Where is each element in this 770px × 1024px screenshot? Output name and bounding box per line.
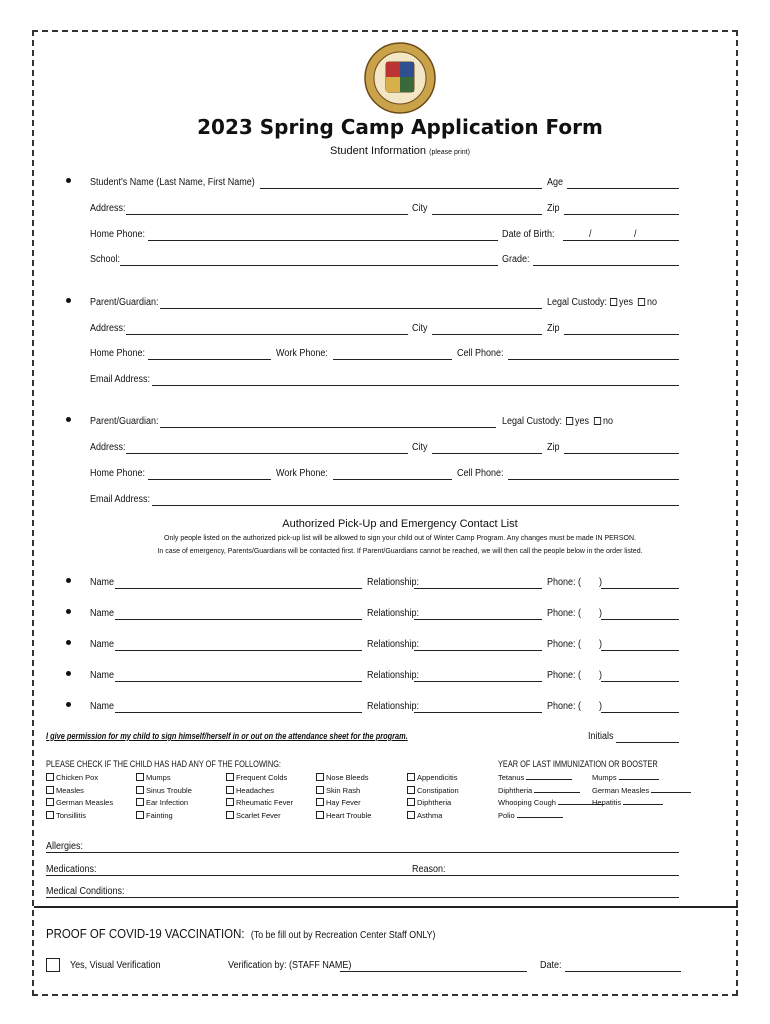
condition-item[interactable]: Tonsillitis	[46, 811, 86, 820]
guardian1-custody-no-checkbox[interactable]	[638, 298, 645, 306]
condition-checkbox[interactable]	[226, 773, 234, 781]
covid-verification-row: Yes, Visual Verification Verification by: (STAFF NAME) Date:	[0, 958, 770, 974]
bullet	[66, 671, 71, 676]
pickup-contact-row: Name Relationship: Phone: ( )	[0, 699, 770, 715]
condition-item[interactable]: Hay Fever	[316, 798, 361, 807]
condition-item[interactable]: Heart Trouble	[316, 811, 371, 820]
guardian1-cell-phone-field[interactable]	[508, 359, 679, 360]
guardian2-phones-row: Home Phone: Work Phone: Cell Phone:	[0, 466, 770, 482]
condition-item[interactable]: Mumps	[136, 773, 171, 782]
guardian1-address-field[interactable]	[126, 334, 408, 335]
guardian2-email-row: Email Address:	[0, 492, 770, 508]
condition-checkbox[interactable]	[407, 811, 415, 819]
condition-item[interactable]: Chicken Pox	[46, 773, 98, 782]
student-name-field[interactable]	[260, 188, 542, 189]
guardian2-email-field[interactable]	[152, 505, 679, 506]
immunization-item: Polio	[498, 811, 563, 820]
guardian2-cell-phone-field[interactable]	[508, 479, 679, 480]
pickup-contact-row: Name Relationship: Phone: ( )	[0, 575, 770, 591]
pickup-phone-field[interactable]	[601, 588, 679, 589]
immunization-year-field[interactable]	[623, 804, 663, 805]
guardian1-name-field[interactable]	[160, 308, 542, 309]
condition-checkbox[interactable]	[46, 773, 54, 781]
date-of-birth-field[interactable]	[563, 240, 679, 241]
guardian2-city-field[interactable]	[432, 453, 542, 454]
covid-heading: PROOF OF COVID-19 VACCINATION: (To be fill out by Recreation Center Staff ONLY)	[46, 926, 436, 941]
pickup-name-field[interactable]	[115, 588, 362, 589]
bullet	[66, 702, 71, 707]
pickup-relationship-field[interactable]	[414, 681, 542, 682]
bullet	[66, 178, 71, 183]
guardian2-row: Parent/Guardian: Legal Custody: yes no	[0, 414, 770, 430]
pickup-name-field[interactable]	[115, 681, 362, 682]
condition-item[interactable]: Appendicitis	[407, 773, 457, 782]
guardian1-row: Parent/Guardian: Legal Custody: yes no	[0, 295, 770, 311]
condition-checkbox[interactable]	[316, 811, 324, 819]
immunization-year-field[interactable]	[526, 779, 572, 780]
condition-item[interactable]: Fainting	[136, 811, 173, 820]
condition-item[interactable]: Ear Infection	[136, 798, 188, 807]
guardian1-custody-yes-checkbox[interactable]	[610, 298, 617, 306]
student-name-row: Student's Name (Last Name, First Name) Age	[0, 175, 770, 191]
pickup-relationship-field[interactable]	[414, 712, 542, 713]
pickup-phone-field[interactable]	[601, 712, 679, 713]
guardian2-custody-yes-checkbox[interactable]	[566, 417, 573, 425]
immunization-item: Mumps	[592, 773, 659, 782]
section-divider	[34, 906, 738, 908]
form-title: 2023 Spring Camp Application Form	[197, 115, 603, 139]
condition-checkbox[interactable]	[46, 798, 54, 806]
immunization-item: German Measles	[592, 786, 691, 795]
pickup-name-field[interactable]	[115, 619, 362, 620]
medications-row: Medications: Reason:	[0, 862, 770, 878]
condition-checkbox[interactable]	[136, 811, 144, 819]
condition-item[interactable]: Sinus Trouble	[136, 786, 192, 795]
guardian2-name-field[interactable]	[160, 427, 496, 428]
condition-checkbox[interactable]	[407, 786, 415, 794]
condition-checkbox[interactable]	[316, 798, 324, 806]
pickup-name-field[interactable]	[115, 650, 362, 651]
pickup-phone-field[interactable]	[601, 619, 679, 620]
initials-field[interactable]	[616, 742, 679, 743]
condition-item[interactable]: Diphtheria	[407, 798, 451, 807]
pickup-contact-row: Name Relationship: Phone: ( )	[0, 637, 770, 653]
condition-checkbox[interactable]	[226, 798, 234, 806]
guardian1-city-field[interactable]	[432, 334, 542, 335]
condition-item[interactable]: Skin Rash	[316, 786, 360, 795]
immunization-item: Tetanus	[498, 773, 572, 782]
condition-checkbox[interactable]	[136, 786, 144, 794]
condition-item[interactable]: Nose Bleeds	[316, 773, 369, 782]
conditions-heading-row: PLEASE CHECK IF THE CHILD HAS HAD ANY OF THE FOLLOWING: YEAR OF LAST IMMUNIZATION OR BOOSTER	[46, 759, 658, 769]
guardian1-zip-field[interactable]	[564, 334, 679, 335]
pickup-note-2: In case of emergency, Parents/Guardians will be contacted first. If Parent/Guardians cannot be reached, we will then call the people below in the order listed.	[157, 548, 643, 555]
condition-item[interactable]: Frequent Colds	[226, 773, 287, 782]
guardian1-work-phone-field[interactable]	[333, 359, 452, 360]
pickup-heading: Authorized Pick-Up and Emergency Contact List	[282, 518, 518, 530]
guardian1-email-field[interactable]	[152, 385, 679, 386]
visual-verification-checkbox[interactable]	[46, 958, 60, 972]
pickup-note-1: Only people listed on the authorized pick-up list will be allowed to sign your child out of Winter Camp Program. Any changes must be made IN PERSON.	[164, 535, 636, 542]
bullet	[66, 640, 71, 645]
school-field[interactable]	[120, 265, 498, 266]
grade-field[interactable]	[533, 265, 679, 266]
condition-checkbox[interactable]	[407, 773, 415, 781]
immunization-item: Whooping Cough	[498, 798, 604, 807]
student-city-field[interactable]	[432, 214, 542, 215]
immunization-year-field[interactable]	[517, 817, 563, 818]
pickup-relationship-field[interactable]	[414, 619, 542, 620]
condition-checkbox[interactable]	[46, 786, 54, 794]
allergies-row: Allergies:	[0, 839, 770, 855]
guardian1-address-row: Address: City Zip	[0, 321, 770, 337]
allergies-field[interactable]	[46, 852, 679, 853]
condition-item[interactable]: Headaches	[226, 786, 274, 795]
condition-item[interactable]: German Measles	[46, 798, 113, 807]
condition-item[interactable]: Measles	[46, 786, 84, 795]
medical-conditions-row: Medical Conditions:	[0, 884, 770, 900]
student-address-row: Address: City Zip	[0, 201, 770, 217]
condition-checkbox[interactable]	[316, 786, 324, 794]
pickup-contact-row: Name Relationship: Phone: ( )	[0, 606, 770, 622]
bullet	[66, 298, 71, 303]
bullet	[66, 578, 71, 583]
condition-checkbox[interactable]	[407, 798, 415, 806]
condition-checkbox[interactable]	[226, 786, 234, 794]
immunization-year-field[interactable]	[534, 792, 580, 793]
condition-checkbox[interactable]	[136, 773, 144, 781]
guardian2-home-phone-field[interactable]	[148, 479, 271, 480]
student-phone-row: Home Phone: Date of Birth: / /	[0, 227, 770, 243]
bullet	[66, 609, 71, 614]
pickup-relationship-field[interactable]	[414, 650, 542, 651]
condition-item[interactable]: Scarlet Fever	[226, 811, 281, 820]
condition-item[interactable]: Rheumatic Fever	[226, 798, 293, 807]
immunization-year-field[interactable]	[619, 779, 659, 780]
staff-name-field[interactable]	[340, 971, 527, 972]
medical-conditions-field[interactable]	[46, 897, 679, 898]
bullet	[66, 417, 71, 422]
student-address-field[interactable]	[126, 214, 408, 215]
guardian2-address-field[interactable]	[126, 453, 408, 454]
pickup-phone-field[interactable]	[601, 650, 679, 651]
guardian1-home-phone-field[interactable]	[148, 359, 271, 360]
condition-checkbox[interactable]	[316, 773, 324, 781]
guardian1-phones-row: Home Phone: Work Phone: Cell Phone:	[0, 346, 770, 362]
pickup-phone-field[interactable]	[601, 681, 679, 682]
student-school-row: School: Grade:	[0, 252, 770, 268]
pickup-name-field[interactable]	[115, 712, 362, 713]
condition-checkbox[interactable]	[226, 811, 234, 819]
medications-field[interactable]	[46, 875, 679, 876]
condition-item[interactable]: Asthma	[407, 811, 442, 820]
pickup-contact-row: Name Relationship: Phone: ( )	[0, 668, 770, 684]
guardian2-work-phone-field[interactable]	[333, 479, 452, 480]
guardian2-zip-field[interactable]	[564, 453, 679, 454]
guardian2-address-row: Address: City Zip	[0, 440, 770, 456]
condition-item[interactable]: Constipation	[407, 786, 459, 795]
immunization-year-field[interactable]	[651, 792, 691, 793]
immunization-item: Hepatitis	[592, 798, 663, 807]
permission-row: I give permission for my child to sign himself/herself in or out on the attendance sheet for the program. Initials	[0, 729, 770, 745]
verification-date-field[interactable]	[565, 971, 681, 972]
permission-text: I give permission for my child to sign himself/herself in or out on the attendance sheet for the program.	[46, 731, 408, 741]
guardian2-custody-no-checkbox[interactable]	[594, 417, 601, 425]
student-zip-field[interactable]	[564, 214, 679, 215]
guardian1-email-row: Email Address:	[0, 372, 770, 388]
condition-checkbox[interactable]	[136, 798, 144, 806]
student-info-heading: Student Information (please print)	[330, 145, 470, 157]
city-seal-logo	[364, 42, 436, 114]
pickup-relationship-field[interactable]	[414, 588, 542, 589]
age-field[interactable]	[567, 188, 679, 189]
student-home-phone-field[interactable]	[148, 240, 498, 241]
condition-checkbox[interactable]	[46, 811, 54, 819]
immunization-item: Diphtheria	[498, 786, 580, 795]
